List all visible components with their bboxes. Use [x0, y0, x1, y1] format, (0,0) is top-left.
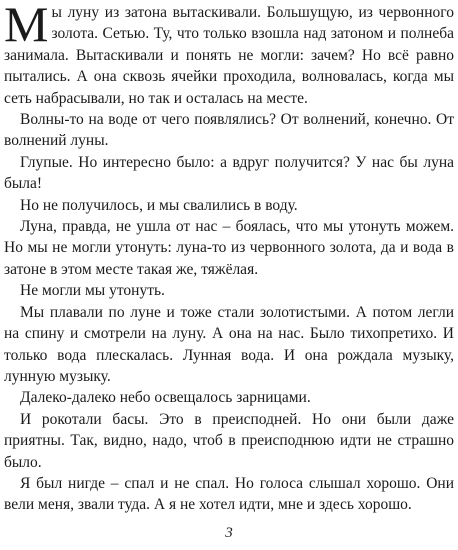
- paragraph-8: Далеко-далеко небо освещалось зарницами.: [20, 389, 311, 407]
- paragraph-1-text: ы луну из затона вытаскивали. Большущую, из червонного золота. Сетью. Ту, что только взошла над затоном и полнеба занимала. Вытаскивали и понять не могли: зачем? Но всё равно пытались. А она сквозь ячейки проходила, волновалась, когда мы сеть набрасывали, но так и осталась на месте.: [4, 4, 454, 107]
- paragraph-9: И рокотали басы. Это в преисподней. Но они были даже приятны. Так, видно, надо, чтоб в преисподнюю идти не страшно было.: [4, 410, 454, 471]
- paragraph-1: [4, 2, 454, 109]
- paragraph-5: Луна, правда, не ушла от нас – боялась, что мы утонуть можем. Но мы не могли утонуть: луна-то из червонного золота, да и вода в затоне в этом месте такая же, тяжёлая.: [4, 218, 454, 278]
- paragraph-4: Но не получилось, и мы свалились в воду.: [20, 196, 298, 214]
- paragraph-10: Я был нигде – спал и не спал. Но голоса слышал хорошо. Они вели меня, звали туда. А я не хотел идти, мне и здесь хорошо.: [4, 474, 454, 514]
- paragraph-2: Волны-то на воде от чего появлялись? От волнений, конечно. От волнений луны.: [4, 111, 454, 150]
- book-page: [4, 2, 454, 548]
- paragraph-7: Мы плавали по луне и тоже стали золотистыми. А потом легли на спину и смотрели на луну. А она на нас. Было тихопретихо. И только вода плескалась. Лунная вода. И она рождала музыку, лунную музыку.: [4, 303, 454, 385]
- page-number: 3: [225, 525, 233, 541]
- drop-cap: М: [4, 0, 49, 52]
- paragraph-6: Не могли мы утонуть.: [20, 282, 165, 300]
- paragraph-3: Глупые. Но интересно было: а вдруг получится? У нас бы луна была!: [4, 153, 454, 193]
